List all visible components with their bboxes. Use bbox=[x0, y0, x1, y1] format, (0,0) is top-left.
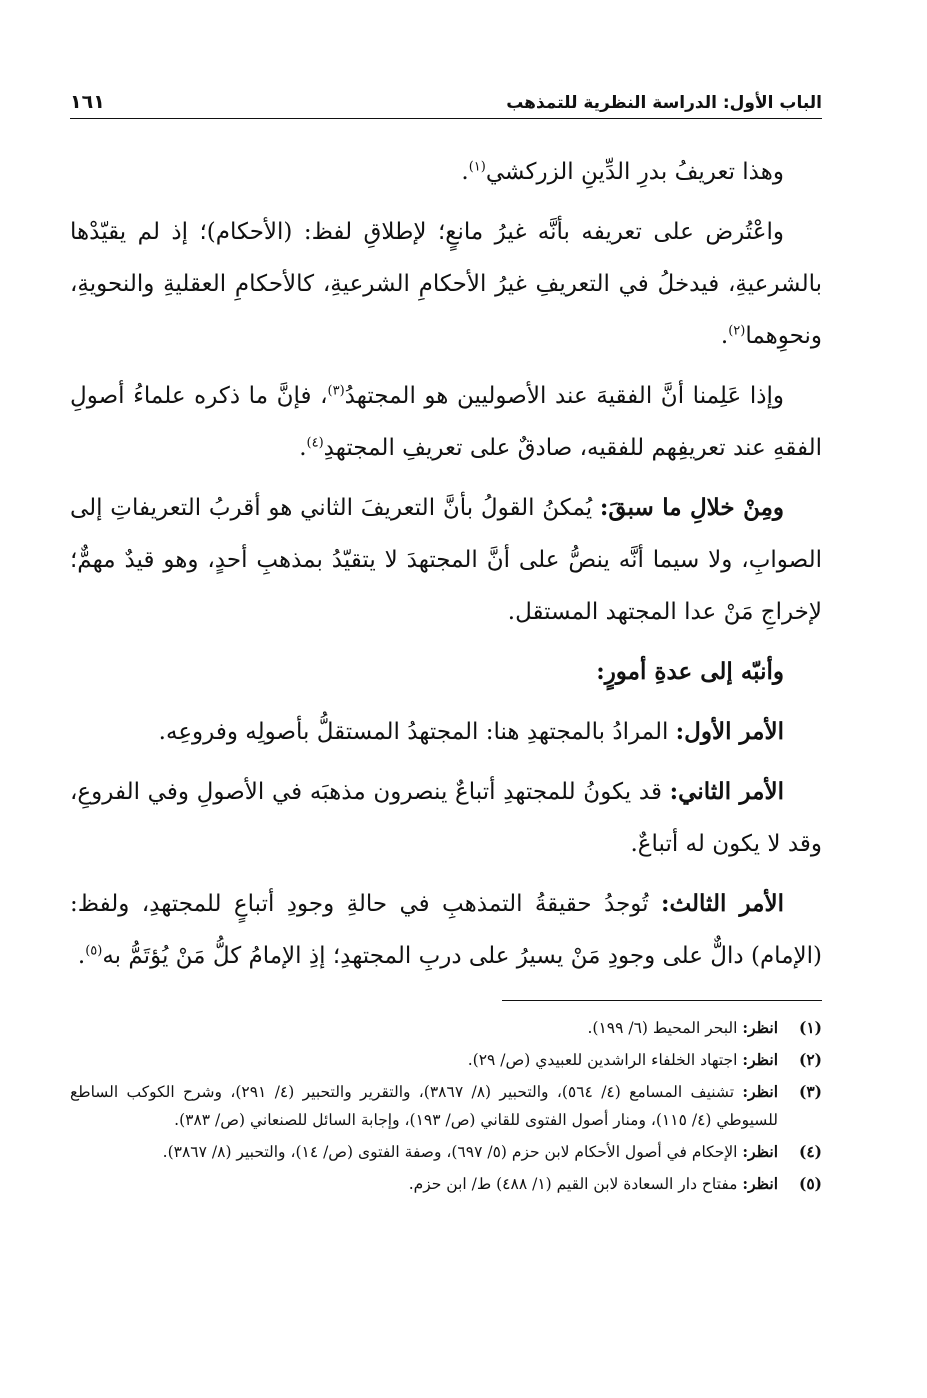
paragraph-3 bbox=[70, 370, 822, 474]
footnote-body bbox=[70, 1138, 778, 1166]
paragraph-lead: الأمر الثاني: bbox=[669, 778, 784, 805]
footnote-ref-4: (٤) bbox=[306, 435, 324, 451]
footnote-1 bbox=[70, 1014, 822, 1042]
footnote-text: اجتهاد الخلفاء الراشدين للعبيدي (ص/ ٢٩). bbox=[467, 1051, 743, 1069]
paragraph-end: . bbox=[299, 435, 307, 461]
paragraph-5 bbox=[70, 646, 822, 698]
footnote-number: (٣) bbox=[798, 1082, 822, 1101]
page-header bbox=[70, 78, 822, 119]
footnote-number: (١) bbox=[798, 1018, 822, 1037]
paragraph-2 bbox=[70, 206, 822, 362]
paragraph-text: تُوجدُ حقيقةُ التمذهبِ في حالةِ وجودِ أتباعٍ للمجتهدِ، ولفظ: (الإمام) دالٌّ على وجودِ مَنْ يسيرُ على دربِ المجتهدِ؛ إذِ الإمامُ كلُّ مَنْ يُؤتَمُّ به bbox=[70, 891, 822, 969]
paragraph-6 bbox=[70, 706, 822, 758]
paragraph-text: واعْتُرض على تعريفه بأنَّه غيرُ مانعٍ؛ لإطلاقِ لفظ: (الأحكام)؛ إذ لم يقيّدْها بالشرعيةِ، فيدخلُ في التعريفِ غيرُ الأحكامِ الشرعيةِ، كالأحكامِ العقليةِ والنحويةِ، ونحوِهما bbox=[70, 219, 822, 349]
paragraph-text: وهذا تعريفُ بدرِ الدِّينِ الزركشي bbox=[485, 159, 784, 185]
footnote-number: (٢) bbox=[798, 1050, 822, 1069]
footnote-label: انظر: bbox=[742, 1050, 778, 1069]
paragraph-7 bbox=[70, 766, 822, 870]
footnote-ref-2: (٢) bbox=[728, 323, 746, 339]
paragraph-text: قد يكونُ للمجتهدِ أتباعٌ ينصرون مذهبَه في الأصولِ وفي الفروعِ، وقد لا يكون له أتباعٌ. bbox=[70, 779, 822, 857]
footnote-5 bbox=[70, 1170, 822, 1198]
paragraph-end: . bbox=[461, 159, 469, 185]
footnote-ref-5: (٥) bbox=[85, 943, 103, 959]
footnote-body bbox=[70, 1014, 778, 1042]
footnote-text: الإحكام في أصول الأحكام لابن حزم (٥/ ٦٩٧)، وصفة الفتوى (ص/ ١٤)، والتحبير (٨/ ٣٨٦٧). bbox=[162, 1143, 743, 1161]
paragraph-text-a: وإذا عَلِمنا أنَّ الفقيهَ عند الأصوليين هو المجتهدُ bbox=[344, 383, 784, 409]
footnote-text: مفتاح دار السعادة لابن القيم (١/ ٤٨٨) ط/ ابن حزم. bbox=[408, 1175, 743, 1193]
paragraph-8 bbox=[70, 878, 822, 982]
page-number: ١٦١ bbox=[70, 91, 105, 113]
paragraph-lead: الأمر الأول: bbox=[675, 718, 784, 745]
paragraph-text: المرادُ بالمجتهدِ هنا: المجتهدُ المستقلُّ بأصولِه وفروعِه. bbox=[158, 719, 676, 745]
paragraph-text-b: ، فإنَّ ما ذكره علماءُ أصولِ الفقهِ عند تعريفِهم للفقيه، صادقٌ على تعريفِ المجتهدِ bbox=[70, 383, 822, 461]
footnote-body bbox=[70, 1078, 778, 1134]
footnote-label: انظر: bbox=[742, 1174, 778, 1193]
paragraph-end: . bbox=[77, 943, 86, 969]
running-title: الباب الأول: الدراسة النظرية للتمذهب bbox=[506, 93, 822, 113]
footnote-ref-1: (١) bbox=[468, 159, 486, 175]
footnote-text: البحر المحيط (٦/ ١٩٩). bbox=[587, 1019, 743, 1037]
footnote-label: انظر: bbox=[742, 1082, 778, 1101]
paragraph-end: . bbox=[720, 323, 729, 349]
footnote-3 bbox=[70, 1078, 822, 1134]
footnote-text: تشنيف المسامع (٤/ ٥٦٤)، والتحبير (٨/ ٣٨٦٧)، والتقرير والتحبير (٤/ ٢٩١)، وشرح الكوكب الساطع للسيوطي (٤/ ١١٥)، ومنار أصول الفتوى للقاني (ص/ ١٩٣)، وإجابة السائل للصنعاني (ص/ ٣٨٣). bbox=[70, 1083, 778, 1129]
paragraph-1 bbox=[70, 146, 822, 198]
footnote-divider bbox=[502, 1000, 822, 1001]
paragraph-text: يُمكنُ القولُ بأنَّ التعريفَ الثاني هو أقربُ التعريفاتِ إلى الصوابِ، ولا سيما أنَّه ينصُّ على أنَّ المجتهدَ لا يتقيّدُ بمذهبِ أحدٍ، وهو قيدٌ مهمٌّ؛ لإخراجِ مَنْ عدا المجتهد المستقل. bbox=[70, 495, 822, 625]
main-text bbox=[70, 146, 822, 990]
footnote-number: (٤) bbox=[798, 1142, 822, 1161]
paragraph-lead: وأنبّه إلى عدةِ أمورٍ: bbox=[596, 658, 784, 685]
footnote-4 bbox=[70, 1138, 822, 1166]
footnote-ref-3: (٣) bbox=[327, 383, 345, 399]
footnote-label: انظر: bbox=[742, 1142, 778, 1161]
paragraph-lead: ومِنْ خلالِ ما سبقَ: bbox=[599, 494, 785, 521]
paragraph-4 bbox=[70, 482, 822, 638]
footnotes bbox=[70, 1014, 822, 1202]
footnote-body bbox=[70, 1046, 778, 1074]
footnote-label: انظر: bbox=[742, 1018, 778, 1037]
footnote-number: (٥) bbox=[798, 1174, 822, 1193]
footnote-2 bbox=[70, 1046, 822, 1074]
footnote-body bbox=[70, 1170, 778, 1198]
paragraph-lead: الأمر الثالث: bbox=[660, 890, 784, 917]
